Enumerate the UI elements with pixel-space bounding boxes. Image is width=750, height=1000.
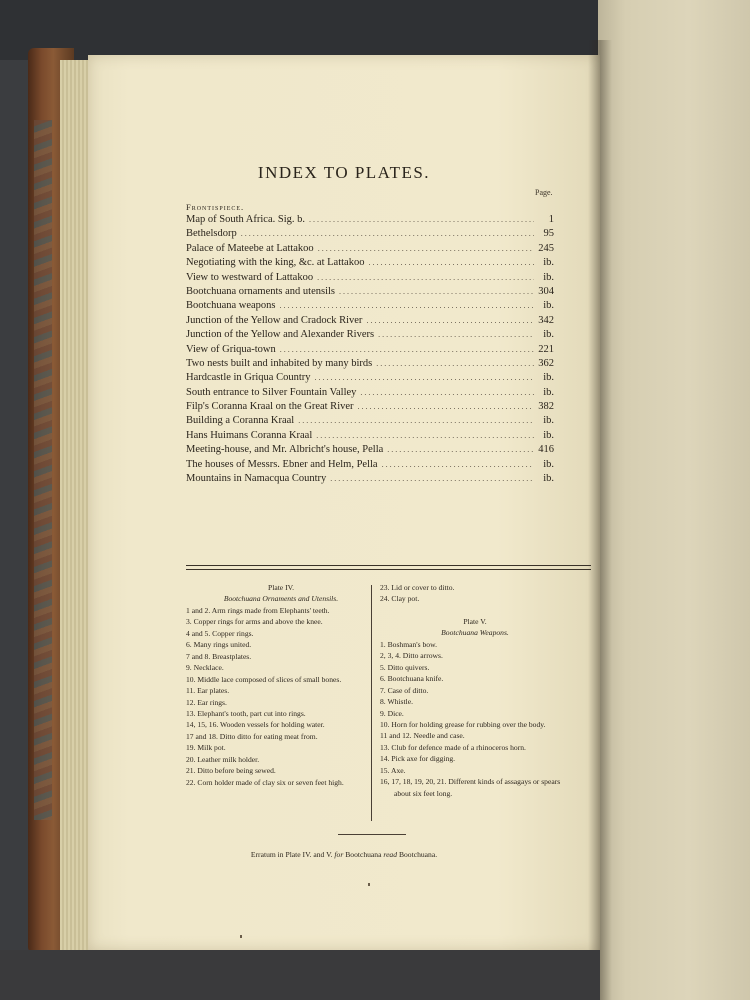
plate-v-items	[380, 639, 570, 799]
index-entry	[186, 372, 554, 386]
index-entry-title: Bootchuana weapons	[186, 300, 276, 312]
index-entry-title: South entrance to Silver Fountain Valley	[186, 386, 357, 398]
dot-leader	[382, 460, 534, 469]
frontispiece-label: Frontispiece.	[186, 202, 245, 212]
index-entry-page: ib.	[543, 386, 554, 398]
index-entry	[186, 344, 554, 358]
plate-item: 20. Leather milk holder.	[186, 754, 260, 764]
dot-leader	[317, 273, 534, 282]
index-entry	[186, 473, 554, 487]
plate-iv-subheading: Bootchuana Ornaments and Utensils.	[223, 594, 339, 604]
dot-leader	[318, 244, 534, 253]
index-entry-title: Bootchuana ornaments and utensils	[186, 285, 336, 297]
dot-leader	[360, 388, 534, 397]
index-entry-title: View of Griqua-town	[186, 343, 276, 355]
index-entry-title: Hardcastle in Griqua Country	[186, 372, 311, 384]
plate-item: 1. Boshman's bow.	[380, 639, 437, 649]
index-entry-page: 1	[548, 214, 554, 225]
dot-leader	[298, 416, 534, 425]
index-entry	[186, 329, 554, 343]
dot-leader	[378, 330, 534, 339]
index-entry-title: Mountains in Namacqua Country	[186, 473, 327, 485]
plate-item: 7 and 8. Breastplates.	[186, 651, 252, 661]
index-entry	[186, 300, 554, 314]
index-entry	[186, 243, 554, 257]
erratum-for: for	[334, 850, 344, 859]
plate-item: 23. Lid or cover to ditto.	[380, 583, 455, 592]
plate-item: 6. Many rings united.	[186, 640, 252, 650]
plate-item: 22. Corn holder made of clay six or seven feet high.	[186, 777, 344, 787]
index-entry	[186, 272, 554, 286]
plate-item: 13. Club for defence made of a rhinoceros horn.	[380, 742, 526, 752]
page-title: INDEX TO PLATES.	[257, 163, 431, 182]
index-entry-title: Meeting-house, and Mr. Albricht's house, Pella	[186, 444, 384, 456]
dot-leader	[339, 287, 534, 296]
index-entry	[186, 459, 554, 473]
erratum-note	[88, 850, 600, 859]
plate-iv-continued-items	[380, 582, 570, 605]
erratum-wrong: Bootchuana	[345, 850, 382, 859]
index-entry	[186, 358, 554, 372]
erratum-right: Bootchuana.	[398, 850, 438, 859]
index-entry-page: 342	[538, 314, 554, 326]
plate-item: 13. Elephant's tooth, part cut into rings.	[186, 708, 306, 718]
index-entry-title: Hans Huimans Coranna Kraal	[186, 429, 313, 441]
index-entry-page: ib.	[543, 415, 554, 427]
erratum-read: read	[383, 850, 398, 859]
index-entry-title: Two nests built and inhabited by many birds	[186, 357, 373, 369]
dot-leader	[368, 258, 534, 267]
marbled-endpaper	[34, 120, 52, 820]
dot-leader	[309, 215, 534, 224]
plate-item: 3. Copper rings for arms and above the knee.	[186, 617, 323, 627]
index-entry	[186, 228, 554, 242]
plate-item: 19. Milk pot.	[186, 743, 226, 753]
plate-item: 11. Ear plates.	[186, 686, 230, 696]
index-entry	[186, 257, 554, 271]
dot-leader	[387, 445, 534, 454]
index-entry	[186, 430, 554, 444]
index-entry-page: 382	[538, 401, 554, 413]
plate-item: 14, 15, 16. Wooden vessels for holding water.	[186, 720, 325, 730]
table-surface	[0, 950, 600, 1000]
index-entry-page: 304	[538, 285, 554, 297]
plate-item: 2, 3, 4. Ditto arrows.	[380, 651, 443, 661]
plate-iv-items	[186, 605, 376, 788]
column-divider	[371, 585, 372, 821]
plate-item: 7. Case of ditto.	[380, 685, 429, 695]
index-entry-page: ib.	[543, 329, 554, 341]
dot-leader	[376, 359, 534, 368]
index-entry-title: Filp's Coranna Kraal on the Great River	[186, 401, 354, 413]
plate-item: 1 and 2. Arm rings made from Elephants' teeth.	[186, 605, 330, 615]
plate-item: 15. Axe.	[380, 765, 406, 775]
plate-item: 16, 17, 18, 19, 20, 21. Different kinds of assagays or spears about six feet long.	[380, 777, 561, 798]
index-entry	[186, 315, 554, 329]
index-entry-title: Negotiating with the king, &c. at Lattakoo	[186, 257, 365, 269]
dot-leader	[241, 229, 534, 238]
plate-v-column	[380, 582, 570, 799]
index-entry-page: 221	[538, 343, 554, 355]
index-entry-page: ib.	[543, 458, 554, 470]
plate-item: 10. Horn for holding grease for rubbing over the body.	[380, 719, 546, 729]
short-rule	[338, 834, 406, 835]
dot-leader	[316, 431, 534, 440]
index-entry-page: ib.	[543, 300, 554, 312]
plate-item: 9. Dice.	[380, 708, 404, 718]
index-entry-title: View to westward of Lattakoo	[186, 271, 314, 283]
index-entry-page: 95	[543, 228, 554, 240]
index-entry	[186, 444, 554, 458]
facing-page	[598, 0, 750, 1000]
index-entry-title: Building a Coranna Kraal	[186, 415, 295, 427]
index-entry	[186, 387, 554, 401]
plate-iv-heading: Plate IV.	[267, 583, 294, 592]
dot-leader	[330, 474, 534, 483]
dot-leader	[280, 301, 534, 310]
index-entry-title: Junction of the Yellow and Cradock River	[186, 314, 363, 326]
index-entry	[186, 286, 554, 300]
index-entry-title: Palace of Mateebe at Lattakoo	[186, 242, 314, 254]
index-entry-page: ib.	[543, 473, 554, 485]
plate-item: 9. Necklace.	[186, 663, 224, 673]
plate-item: 24. Clay pot.	[380, 594, 420, 604]
plate-iv-column	[186, 582, 376, 788]
plate-item: 5. Ditto quivers.	[380, 662, 430, 672]
index-entry-page: ib.	[543, 429, 554, 441]
plate-item: 4 and 5. Copper rings.	[186, 628, 254, 638]
index-entry-title: Bethelsdorp	[186, 228, 237, 240]
paper-speck	[240, 935, 242, 938]
index-entry-page: 362	[538, 357, 554, 369]
plate-item: 21. Ditto before being sewed.	[186, 766, 276, 776]
book-page	[88, 55, 600, 950]
plate-item: 10. Middle lace composed of slices of small bones.	[186, 674, 342, 684]
index-entry-page: 416	[538, 444, 554, 456]
dot-leader	[280, 345, 534, 354]
plates-index-list	[186, 214, 554, 487]
plate-item: 8. Whistle.	[380, 697, 413, 707]
index-entry	[186, 214, 554, 228]
plate-v-heading: Plate V.	[463, 616, 487, 626]
dot-leader	[358, 402, 534, 411]
dot-leader	[366, 316, 534, 325]
index-entry-page: ib.	[543, 372, 554, 384]
double-rule	[186, 565, 591, 570]
index-entry	[186, 415, 554, 429]
page-column-header: Page.	[535, 188, 553, 197]
plate-item: 14. Pick axe for digging.	[380, 754, 456, 764]
plate-item: 17 and 18. Ditto ditto for eating meat from.	[186, 731, 318, 741]
plate-item: 11 and 12. Needle and case.	[380, 731, 465, 741]
paper-speck	[368, 883, 370, 886]
index-entry	[186, 401, 554, 415]
dot-leader	[315, 373, 534, 382]
index-entry-page: ib.	[543, 271, 554, 283]
plate-item: 12. Ear rings.	[186, 697, 227, 707]
gutter-shadow	[588, 40, 612, 1000]
index-entry-title: The houses of Messrs. Ebner and Helm, Pella	[186, 458, 378, 470]
index-entry-title: Map of South Africa. Sig. b.	[186, 214, 305, 225]
index-entry-title: Junction of the Yellow and Alexander Rivers	[186, 329, 375, 341]
index-entry-page: ib.	[543, 257, 554, 269]
plate-item: 6. Bootchuana knife.	[380, 674, 444, 684]
plate-v-subheading: Bootchuana Weapons.	[441, 628, 509, 638]
erratum-prefix: Erratum in Plate IV. and V.	[250, 850, 333, 859]
index-entry-page: 245	[538, 242, 554, 254]
